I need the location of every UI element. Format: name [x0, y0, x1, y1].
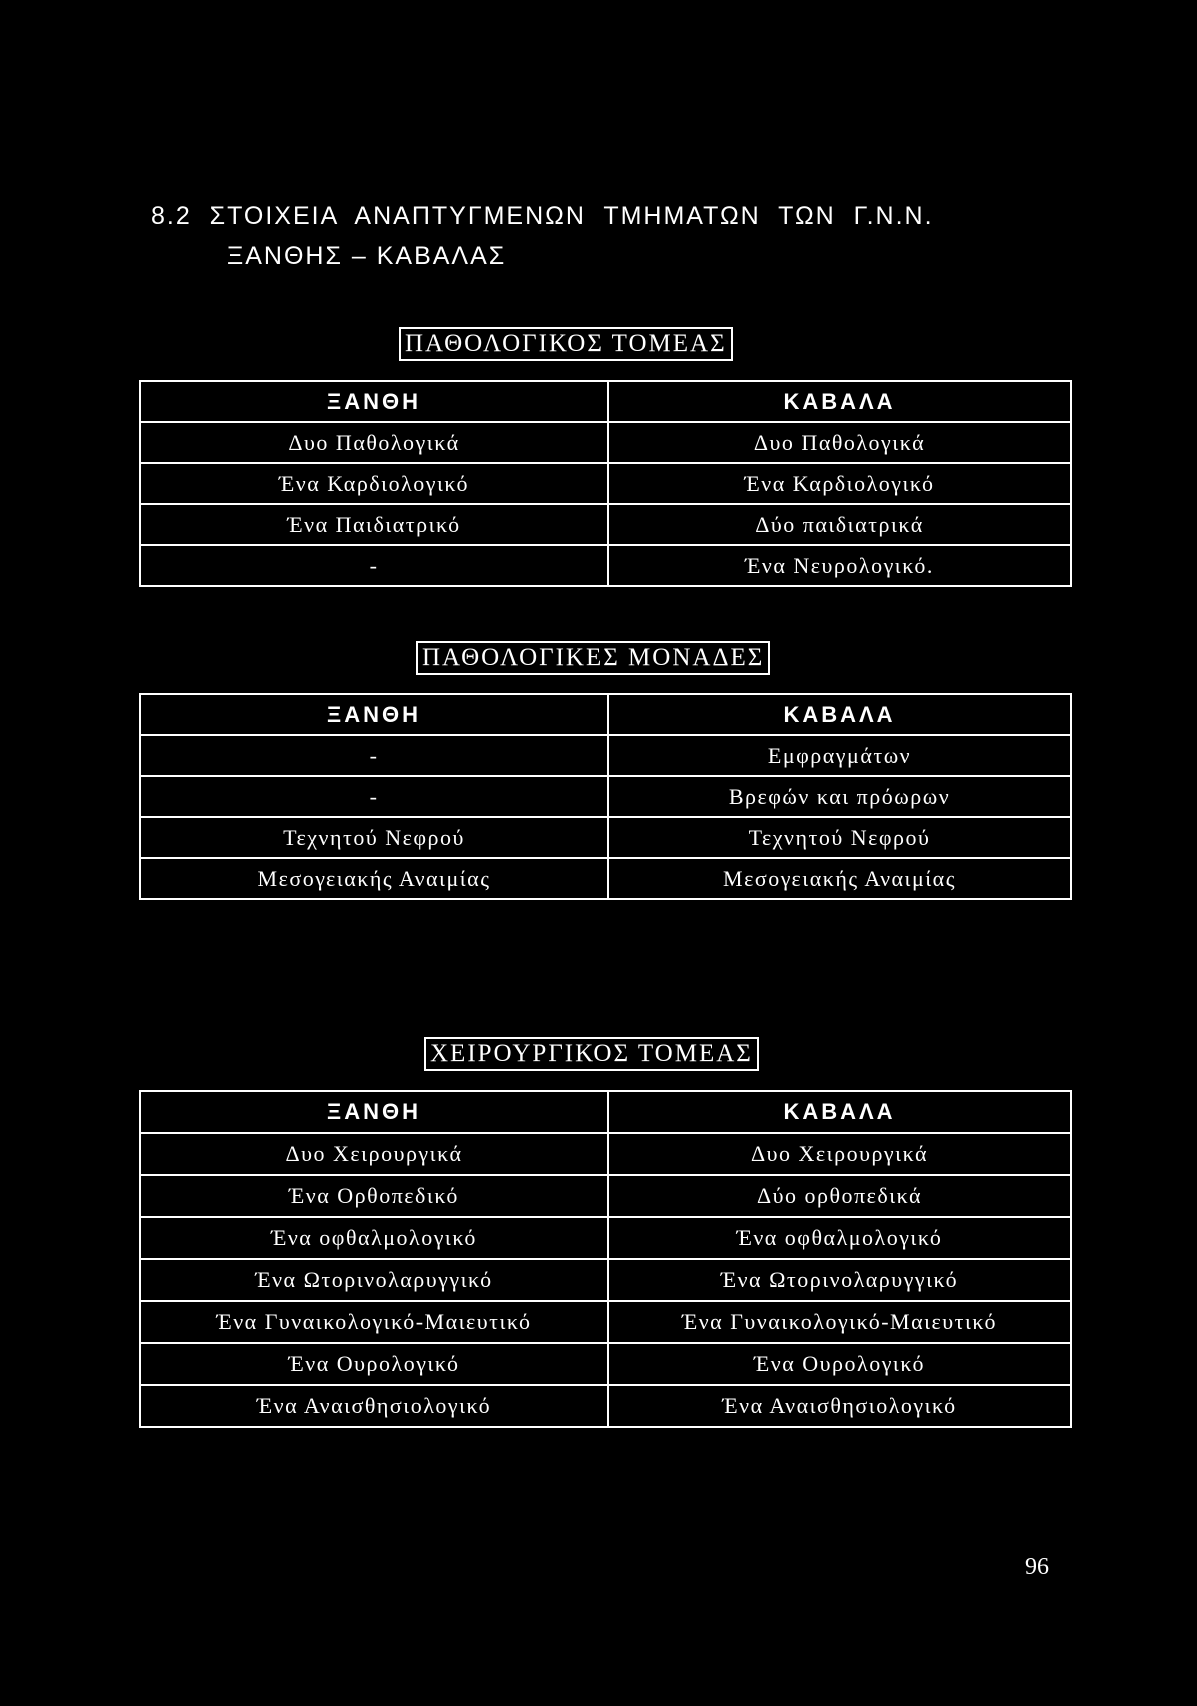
section-title-pathology-units: ΠΑΘΟΛΟΓΙΚΕΣ ΜΟΝΑΔΕΣ	[416, 641, 770, 675]
column-header-kavala: ΚΑΒΑΛΑ	[608, 381, 1071, 422]
cell-xanthi: Δυο Χειρουργικά	[140, 1133, 608, 1175]
cell-kavala: Μεσογειακής Αναιμίας	[608, 858, 1071, 899]
cell-kavala: Δυο Παθολογικά	[608, 422, 1071, 463]
surgical-sector-table	[139, 1090, 1072, 1428]
table-header-row	[140, 694, 1071, 735]
cell-kavala: Ένα Καρδιολογικό	[608, 463, 1071, 504]
cell-kavala: Ένα Νευρολογικό.	[608, 545, 1071, 586]
table-row	[140, 545, 1071, 586]
table-row	[140, 1175, 1071, 1217]
cell-xanthi: Ένα Αναισθησιολογικό	[140, 1385, 608, 1427]
column-header-xanthi: ΞΑΝΘΗ	[140, 694, 608, 735]
cell-xanthi: Ένα Γυναικολογικό-Μαιευτικό	[140, 1301, 608, 1343]
cell-xanthi: Ένα Παιδιατρικό	[140, 504, 608, 545]
table-row	[140, 1385, 1071, 1427]
cell-kavala: Βρεφών και πρόωρων	[608, 776, 1071, 817]
cell-kavala: Δύο παιδιατρικά	[608, 504, 1071, 545]
table-row	[140, 1259, 1071, 1301]
table-row	[140, 1133, 1071, 1175]
table-header-row	[140, 381, 1071, 422]
cell-kavala: Ένα Ουρολογικό	[608, 1343, 1071, 1385]
table-row	[140, 817, 1071, 858]
cell-xanthi: -	[140, 776, 608, 817]
column-header-xanthi: ΞΑΝΘΗ	[140, 381, 608, 422]
heading-line-2: ΞΑΝΘΗΣ – ΚΑΒΑΛΑΣ	[227, 242, 507, 270]
table-row	[140, 776, 1071, 817]
cell-xanthi: -	[140, 735, 608, 776]
cell-kavala: Εμφραγμάτων	[608, 735, 1071, 776]
section-title-surgical-sector: ΧΕΙΡΟΥΡΓΙΚΟΣ ΤΟΜΕΑΣ	[424, 1037, 759, 1071]
cell-xanthi: -	[140, 545, 608, 586]
section-heading	[151, 196, 1151, 276]
cell-kavala: Δυο Χειρουργικά	[608, 1133, 1071, 1175]
table-header-row	[140, 1091, 1071, 1133]
cell-xanthi: Δυο Παθολογικά	[140, 422, 608, 463]
cell-kavala: Δύο ορθοπεδικά	[608, 1175, 1071, 1217]
table-row	[140, 735, 1071, 776]
cell-xanthi: Ένα Ωτορινολαρυγγικό	[140, 1259, 608, 1301]
cell-xanthi: Τεχνητού Νεφρού	[140, 817, 608, 858]
table-row	[140, 422, 1071, 463]
table-row	[140, 1217, 1071, 1259]
pathology-sector-table	[139, 380, 1072, 587]
table-row	[140, 463, 1071, 504]
heading-line-1: 8.2 ΣΤΟΙΧΕΙΑ ΑΝΑΠΤΥΓΜΕΝΩΝ ΤΜΗΜΑΤΩΝ ΤΩΝ Γ.Ν.Ν.	[151, 202, 934, 230]
column-header-kavala: ΚΑΒΑΛΑ	[608, 694, 1071, 735]
table-row	[140, 504, 1071, 545]
section-title-pathology-sector: ΠΑΘΟΛΟΓΙΚΟΣ ΤΟΜΕΑΣ	[399, 327, 733, 361]
column-header-kavala: ΚΑΒΑΛΑ	[608, 1091, 1071, 1133]
cell-xanthi: Ένα Ουρολογικό	[140, 1343, 608, 1385]
cell-xanthi: Ένα οφθαλμολογικό	[140, 1217, 608, 1259]
pathology-units-table	[139, 693, 1072, 900]
cell-kavala: Τεχνητού Νεφρού	[608, 817, 1071, 858]
cell-kavala: Ένα οφθαλμολογικό	[608, 1217, 1071, 1259]
cell-xanthi: Μεσογειακής Αναιμίας	[140, 858, 608, 899]
cell-kavala: Ένα Ωτορινολαρυγγικό	[608, 1259, 1071, 1301]
column-header-xanthi: ΞΑΝΘΗ	[140, 1091, 608, 1133]
page-number: 96	[1025, 1554, 1049, 1580]
cell-xanthi: Ένα Ορθοπεδικό	[140, 1175, 608, 1217]
table-row	[140, 1343, 1071, 1385]
table-row	[140, 858, 1071, 899]
table-row	[140, 1301, 1071, 1343]
cell-xanthi: Ένα Καρδιολογικό	[140, 463, 608, 504]
cell-kavala: Ένα Αναισθησιολογικό	[608, 1385, 1071, 1427]
cell-kavala: Ένα Γυναικολογικό-Μαιευτικό	[608, 1301, 1071, 1343]
